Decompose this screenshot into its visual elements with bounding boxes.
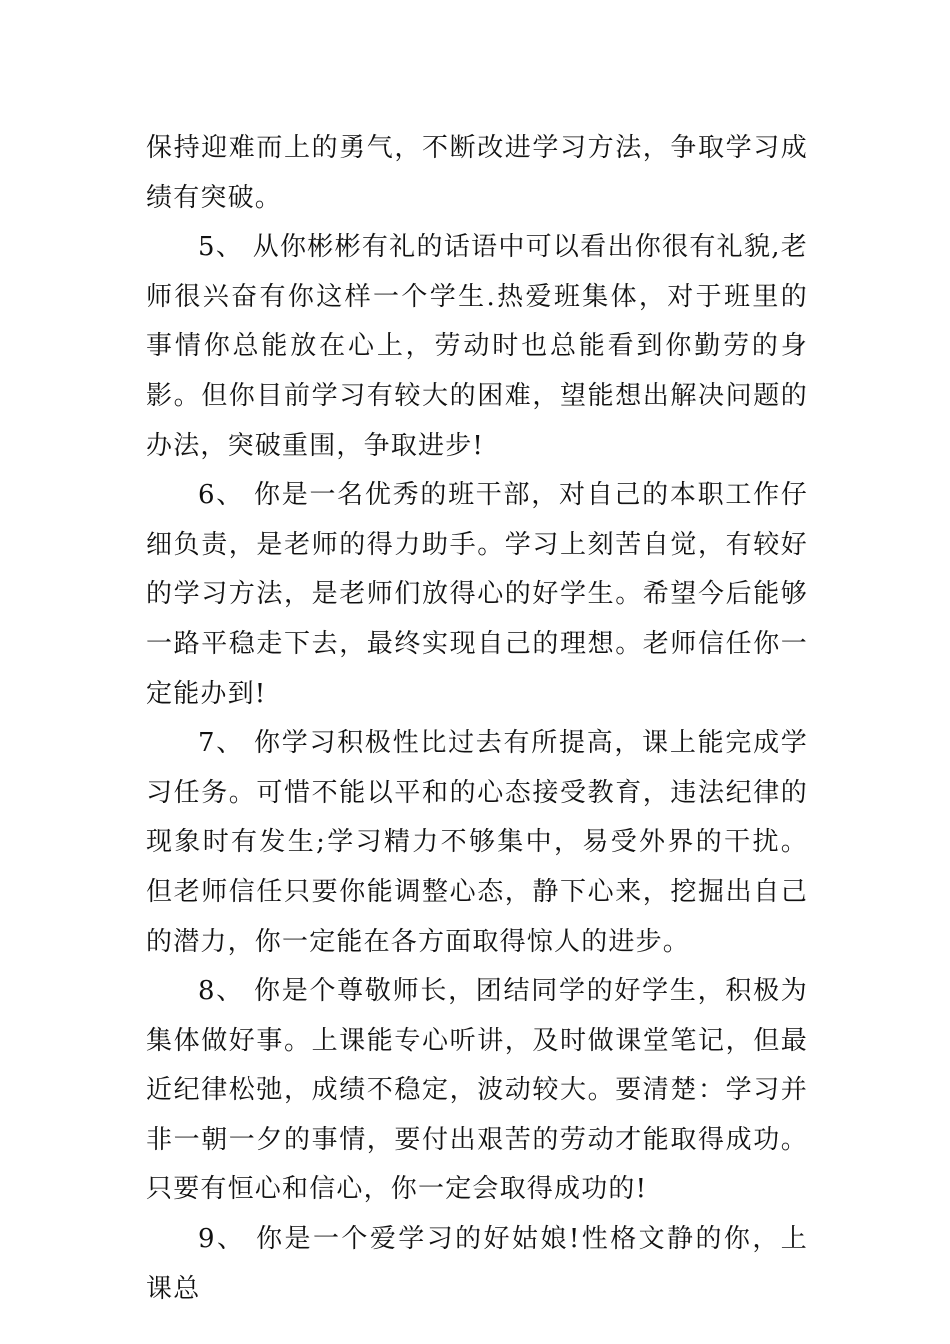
paragraph-text: 从你彬彬有礼的话语中可以看出你很有礼貌,老师很兴奋有你这样一个学生.热爱班集体，对于班里的事情你总能放在心上，劳动时也总能看到你勤劳的身影。但你目前学习有较大的困难，望能想出解决问题的办法，突破重围，争取进步! xyxy=(146,232,808,461)
paragraph-text: 你学习积极性比过去有所提高，课上能完成学习任务。可惜不能以平和的心态接受教育，违法纪律的现象时有发生;学习精力不够集中，易受外界的干扰。但老师信任只要你能调整心态，静下心来，挖掘出自己的潜力，你一定能在各方面取得惊人的进步。 xyxy=(146,728,808,957)
paragraph-item-7 xyxy=(146,719,808,967)
item-number: 6、 xyxy=(198,480,244,511)
paragraph-continued xyxy=(146,124,808,223)
item-number: 5、 xyxy=(198,232,244,263)
paragraph-text: 你是一名优秀的班干部，对自己的本职工作仔细负责，是老师的得力助手。学习上刻苦自觉，有较好的学习方法，是老师们放得心的好学生。希望今后能够一路平稳走下去，最终实现自己的理想。老师信任你一定能办到! xyxy=(146,480,808,709)
paragraph-text: 保持迎难而上的勇气，不断改进学习方法，争取学习成绩有突破。 xyxy=(146,133,808,213)
paragraph-text: 你是一个爱学习的好姑娘!性格文静的你，上课总 xyxy=(146,1224,808,1304)
document-body xyxy=(146,124,808,1314)
item-number: 8、 xyxy=(198,976,244,1007)
paragraph-item-8 xyxy=(146,967,808,1215)
item-number: 7、 xyxy=(198,728,244,759)
paragraph-item-9 xyxy=(146,1215,808,1314)
paragraph-item-6 xyxy=(146,471,808,719)
paragraph-item-5 xyxy=(146,223,808,471)
item-number: 9、 xyxy=(198,1224,246,1255)
paragraph-text: 你是个尊敬师长，团结同学的好学生，积极为集体做好事。上课能专心听讲，及时做课堂笔记，但最近纪律松弛，成绩不稳定，波动较大。要清楚：学习并非一朝一夕的事情，要付出艰苦的劳动才能取得成功。只要有恒心和信心，你一定会取得成功的! xyxy=(146,976,808,1205)
